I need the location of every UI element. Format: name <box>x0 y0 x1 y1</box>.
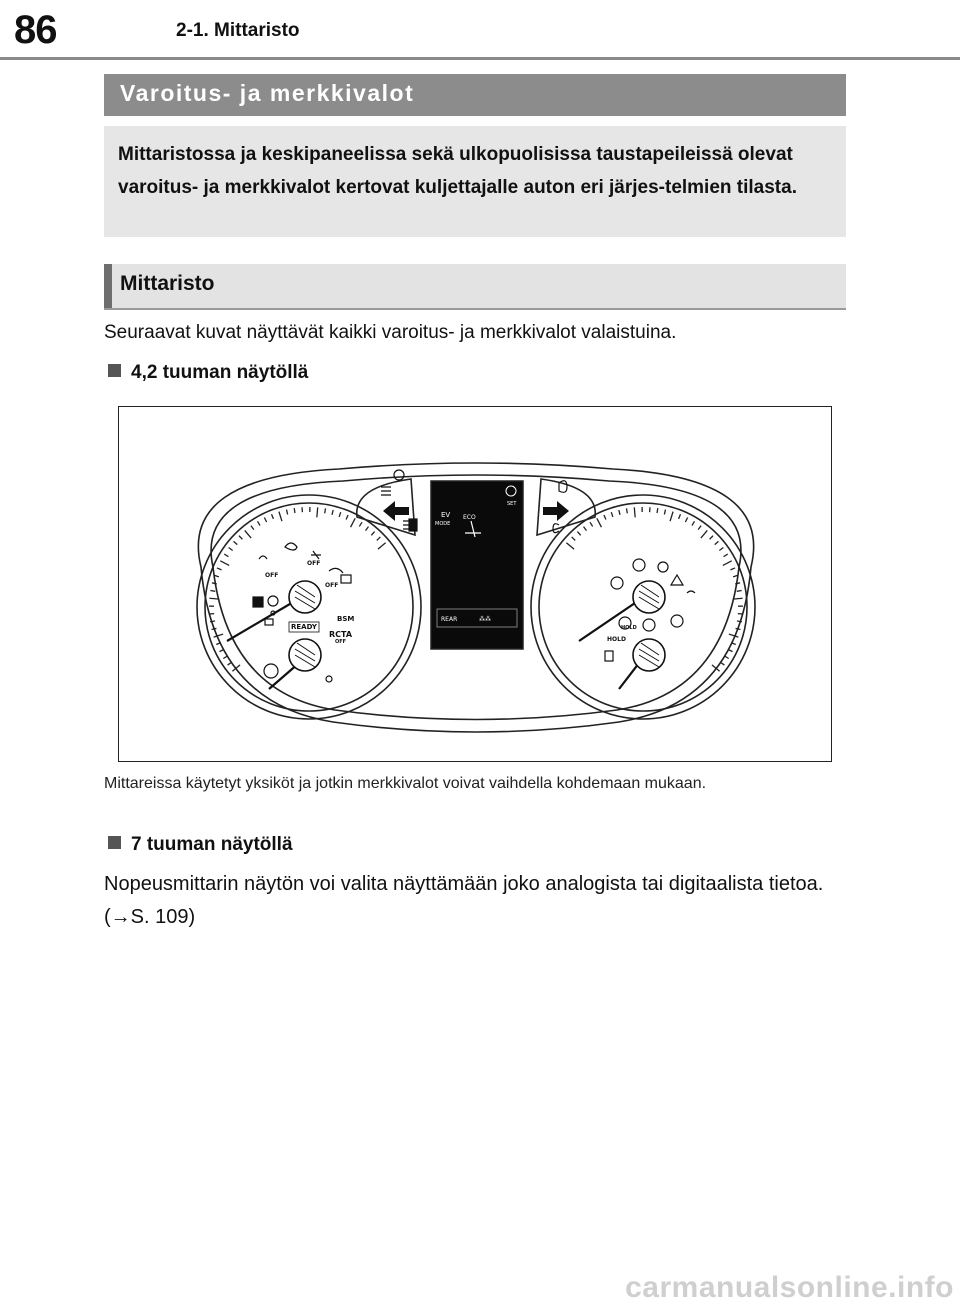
cross-reference-arrow-icon: → <box>110 906 131 928</box>
subheading-7-inch <box>108 834 293 856</box>
gauge-tick <box>325 508 326 513</box>
gauge-tick <box>234 541 238 544</box>
gauge-tick <box>657 508 658 513</box>
gauge-tick <box>664 510 665 515</box>
gauge-tick <box>597 518 602 527</box>
gauge-tick <box>220 561 229 566</box>
gauge-tick <box>217 568 222 570</box>
gauge-tick <box>245 530 251 538</box>
gauge-tick <box>611 512 613 517</box>
gauge-tick <box>223 656 227 659</box>
square-bullet-icon <box>108 364 121 377</box>
watermark: carmanualsonline.info <box>625 1271 954 1304</box>
gauge-tick <box>272 514 274 519</box>
cross-reference-link[interactable]: S. 109) <box>130 906 196 928</box>
gauge-tick <box>264 518 266 522</box>
gauge-tick <box>572 537 576 541</box>
gauge-tick <box>724 554 728 557</box>
gauge-tick <box>729 634 739 637</box>
instrument-cluster-figure <box>118 406 832 762</box>
svg-text:⁂⁂: ⁂⁂ <box>479 616 491 623</box>
gauge-tick <box>737 621 742 622</box>
gauge-tick <box>685 518 687 522</box>
gauge-tick <box>212 583 217 584</box>
gauge-tick <box>224 554 228 557</box>
label-off-3: OFF <box>325 582 339 589</box>
gauge-tick <box>720 662 724 665</box>
gauge-tick <box>566 543 574 549</box>
figure-caption: Mittareissa käytetyt yksiköt ja jotkin merkkivalot voivat vaihdella kohdemaan mukaan. <box>104 775 707 792</box>
gauge-tick <box>239 536 243 540</box>
speedometer-paragraph <box>104 868 844 934</box>
gauge-tick <box>736 628 741 629</box>
gauge-tick <box>228 662 232 665</box>
gauge-tick <box>214 634 224 637</box>
label-off-1: OFF <box>265 572 279 579</box>
gauge-tick <box>371 532 374 536</box>
gauge-tick <box>698 526 701 530</box>
gauge-tick <box>719 548 723 551</box>
gauge-tick <box>366 527 369 531</box>
intro-text: Mittaristossa ja keskipaneelissa sekä ulkopuolisissa taustapeileissä olevat varoitus- ja merkkivalot kertovat kuljettajalle auton eri järjes-telmien tilasta. <box>118 144 797 198</box>
label-rear: REAR <box>441 616 458 623</box>
gauge-tick <box>229 548 233 551</box>
gauge-tick <box>251 526 254 530</box>
gauge-tick <box>733 598 743 599</box>
intro-box <box>104 126 846 237</box>
gauge-tick <box>679 514 681 519</box>
gauge-tick <box>257 521 260 525</box>
gauge-tick <box>670 512 673 522</box>
gauge-tick <box>209 598 219 599</box>
gauge-tick <box>317 507 318 517</box>
subheading-7-inch-label: 7 tuuman näytöllä <box>131 834 293 855</box>
running-head: 2-1. Mittaristo <box>176 20 300 41</box>
gauge-tick <box>626 508 627 513</box>
subheading-4-2-inch-label: 4,2 tuuman näytöllä <box>131 362 309 383</box>
label-rcta: RCTA <box>329 630 353 639</box>
gauge-tick <box>210 590 215 591</box>
gauge-tick <box>730 568 735 570</box>
gauge-tick <box>359 522 362 526</box>
title-bar <box>104 74 846 116</box>
section-heading <box>104 264 846 310</box>
gauge-tick <box>210 621 215 622</box>
label-hold-2: HOLD <box>621 625 637 631</box>
label-off-2: OFF <box>307 560 321 567</box>
gauge-tick <box>692 521 695 525</box>
speedometer-paragraph-text: Nopeusmittarin näytön voi valita näyttämään joko analogista tai digitaalista tietoa. ( <box>104 873 824 928</box>
gauge-tick <box>701 530 707 538</box>
gauge-tick <box>294 508 295 513</box>
page-number: 86 <box>14 8 57 52</box>
gauge-tick <box>619 510 620 515</box>
label-ready: READY <box>291 623 317 631</box>
gauge-tick <box>735 583 740 584</box>
subheading-4-2-inch <box>108 362 308 384</box>
gauge-tick <box>604 515 606 520</box>
label-mode: MODE <box>435 521 451 527</box>
gauge-tick <box>710 536 714 540</box>
left-turn-arrow-icon <box>383 501 409 521</box>
gauge-tick <box>737 590 742 591</box>
gauge-tick <box>584 527 587 531</box>
gauge-tick <box>332 510 333 515</box>
gauge-tick <box>346 515 348 520</box>
gauge-tick <box>279 512 282 522</box>
label-hold-1: HOLD <box>607 636 626 643</box>
gauge-tick <box>287 510 288 515</box>
gauge-tick <box>577 532 580 536</box>
gauge-tick <box>339 512 341 517</box>
header-rule <box>0 57 960 60</box>
label-ev: EV <box>441 511 451 519</box>
gauge-tick <box>715 541 719 544</box>
right-turn-arrow-icon <box>543 501 569 521</box>
gauge-tick <box>212 628 217 629</box>
gauge-tick <box>351 518 356 527</box>
lead-paragraph: Seuraavat kuvat näyttävät kaikki varoitus- ja merkkivalot valaistuina. <box>104 322 677 343</box>
label-off-4: OFF <box>335 639 347 645</box>
label-bsm: BSM <box>337 615 355 623</box>
label-eco: ECO <box>463 514 476 521</box>
square-bullet-icon <box>108 836 121 849</box>
gauge-tick <box>634 507 635 517</box>
section-heading-bar <box>104 264 112 308</box>
gauge-tick <box>590 522 593 526</box>
gauge-tick <box>724 656 728 659</box>
label-set: SET <box>507 501 517 507</box>
instrument-cluster-illustration <box>119 407 833 763</box>
gauge-tick <box>723 561 732 566</box>
page-title: Varoitus- ja merkkivalot <box>120 80 415 106</box>
gauge-tick <box>378 543 386 549</box>
section-heading-label: Mittaristo <box>120 272 215 295</box>
gauge-tick <box>377 537 381 541</box>
